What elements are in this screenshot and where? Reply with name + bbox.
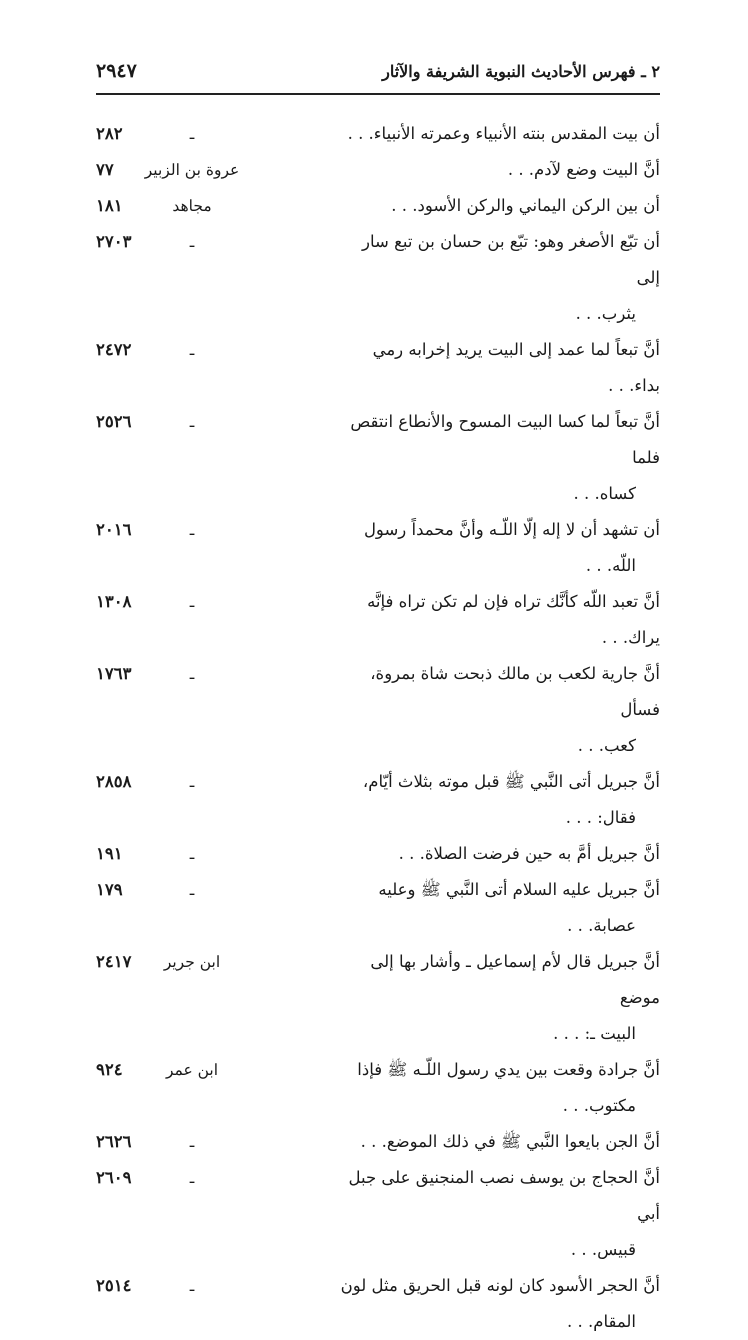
hadith-text-continuation: البيت ـ: . . .: [553, 1024, 636, 1043]
reference-number: ٢٧٠٣: [96, 232, 132, 251]
hadith-text-continuation: قبيس. . .: [570, 1240, 636, 1259]
reference-number: ٢٤١٧: [96, 952, 132, 971]
narrator: ـ: [189, 233, 195, 251]
hadith-text: أنَّ جبريل أتى النَّبي ﷺ قبل موته بثلاث أيّام،: [362, 772, 660, 791]
index-entries: [96, 116, 660, 1340]
hadith-text-continuation: مكتوب. . .: [562, 1096, 636, 1115]
hadith-text: أن تشهد أن لا إله إلّا اللّـه وأنَّ محمداً رسول: [363, 520, 660, 539]
hadith-text: أنَّ جرادة وقعت بين يدي رسول اللّـه ﷺ فإذا: [357, 1060, 660, 1079]
narrator: ابن جرير: [163, 953, 221, 971]
narrator: عروة بن الزبير: [144, 161, 240, 179]
index-entry: [96, 836, 660, 872]
index-entry: [96, 512, 660, 584]
hadith-text: أن تبّع الأصغر وهو: تبّع بن حسان بن تبع سار إلى: [362, 232, 660, 287]
reference-number: ٢٦٠٩: [96, 1168, 132, 1187]
hadith-text-continuation: المقام. . .: [567, 1312, 636, 1331]
index-entry: [96, 872, 660, 944]
narrator: مجاهد: [172, 197, 212, 215]
hadith-text: أنَّ تبعاً لما عمد إلى البيت يريد إخرابه رمي بداء. . .: [372, 340, 660, 395]
index-entry: [96, 332, 660, 404]
hadith-text: أن بين الركن اليماني والركن الأسود. . .: [391, 196, 660, 215]
hadith-text: أنَّ الجن بايعوا النَّبي ﷺ في ذلك الموضع. . .: [360, 1132, 660, 1151]
narrator: ـ: [189, 593, 195, 611]
running-title: ٢ ـ فهرس الأحاديث النبوية الشريفة والآثار: [382, 62, 660, 81]
index-entry: [96, 1052, 660, 1124]
narrator: ـ: [189, 1133, 195, 1151]
narrator: ـ: [189, 341, 195, 359]
index-entry: [96, 116, 660, 152]
header-rule: [96, 93, 660, 95]
index-entry: [96, 188, 660, 224]
reference-number: ١٩١: [96, 844, 123, 863]
narrator: ـ: [189, 521, 195, 539]
reference-number: ١٨١: [96, 196, 123, 215]
reference-number: ٢٨٢: [96, 124, 123, 143]
reference-number: ١٧٦٣: [96, 664, 132, 683]
index-entry: [96, 224, 660, 332]
hadith-text: أنَّ البيت وضع لآدم. . .: [507, 160, 660, 179]
hadith-text: أنَّ جارية لكعب بن مالك ذبحت شاة بمروة، فسأل: [370, 664, 660, 719]
narrator: ـ: [189, 1169, 195, 1187]
hadith-text-continuation: يثرب. . .: [575, 304, 636, 323]
narrator: ـ: [189, 665, 195, 683]
narrator: ـ: [189, 1277, 195, 1295]
hadith-text: أنَّ الحجر الأسود كان لونه قبل الحريق مثل لون: [340, 1276, 660, 1295]
narrator: ـ: [189, 881, 195, 899]
narrator: ابن عمر: [165, 1061, 219, 1079]
index-entry: [96, 404, 660, 512]
hadith-text: أنَّ جبريل قال لأم إسماعيل ـ وأشار بها إلى موضع: [370, 952, 660, 1007]
index-entry: [96, 1124, 660, 1160]
index-entry: [96, 764, 660, 836]
reference-number: ٢٨٥٨: [96, 772, 132, 791]
index-entry: [96, 656, 660, 764]
reference-number: ٢٥١٤: [96, 1276, 132, 1295]
hadith-text-continuation: كعب. . .: [577, 736, 636, 755]
index-entry: [96, 152, 660, 188]
hadith-text-continuation: فقال: . . .: [565, 808, 636, 827]
hadith-text: أن بيت المقدس بنته الأنبياء وعمرته الأنبياء. . .: [347, 124, 660, 143]
reference-number: ٧٧: [96, 160, 114, 179]
page-number: ٢٩٤٧: [96, 60, 137, 82]
hadith-text: أنَّ تبعاً لما كسا البيت المسوح والأنطاع انتقص فلما: [350, 412, 660, 467]
reference-number: ٢٠١٦: [96, 520, 132, 539]
index-entry: [96, 944, 660, 1052]
narrator: ـ: [189, 845, 195, 863]
reference-number: ٢٥٢٦: [96, 412, 132, 431]
hadith-text-continuation: اللّه. . .: [585, 556, 636, 575]
reference-number: ٢٤٧٢: [96, 340, 132, 359]
hadith-text: أنَّ جبريل أمَّ به حين فرضت الصلاة. . .: [398, 844, 660, 863]
page-header: [96, 56, 660, 92]
reference-number: ١٣٠٨: [96, 592, 132, 611]
hadith-text: أنَّ جبريل عليه السلام أتى النَّبي ﷺ وعليه: [378, 880, 660, 899]
reference-number: ٢٦٢٦: [96, 1132, 132, 1151]
reference-number: ١٧٩: [96, 880, 123, 899]
narrator: ـ: [189, 773, 195, 791]
hadith-text-continuation: عصابة. . .: [567, 916, 636, 935]
hadith-text: أنَّ تعبد اللّه كأنَّك تراه فإن لم تكن تراه فإنَّه يراك. . .: [367, 592, 660, 647]
index-entry: [96, 1268, 660, 1340]
index-entry: [96, 1160, 660, 1268]
narrator: ـ: [189, 413, 195, 431]
hadith-text-continuation: كساه. . .: [573, 484, 636, 503]
reference-number: ٩٢٤: [96, 1060, 123, 1079]
narrator: ـ: [189, 125, 195, 143]
index-entry: [96, 584, 660, 656]
hadith-text: أنَّ الحجاج بن يوسف نصب المنجنيق على جبل أبي: [348, 1168, 660, 1223]
